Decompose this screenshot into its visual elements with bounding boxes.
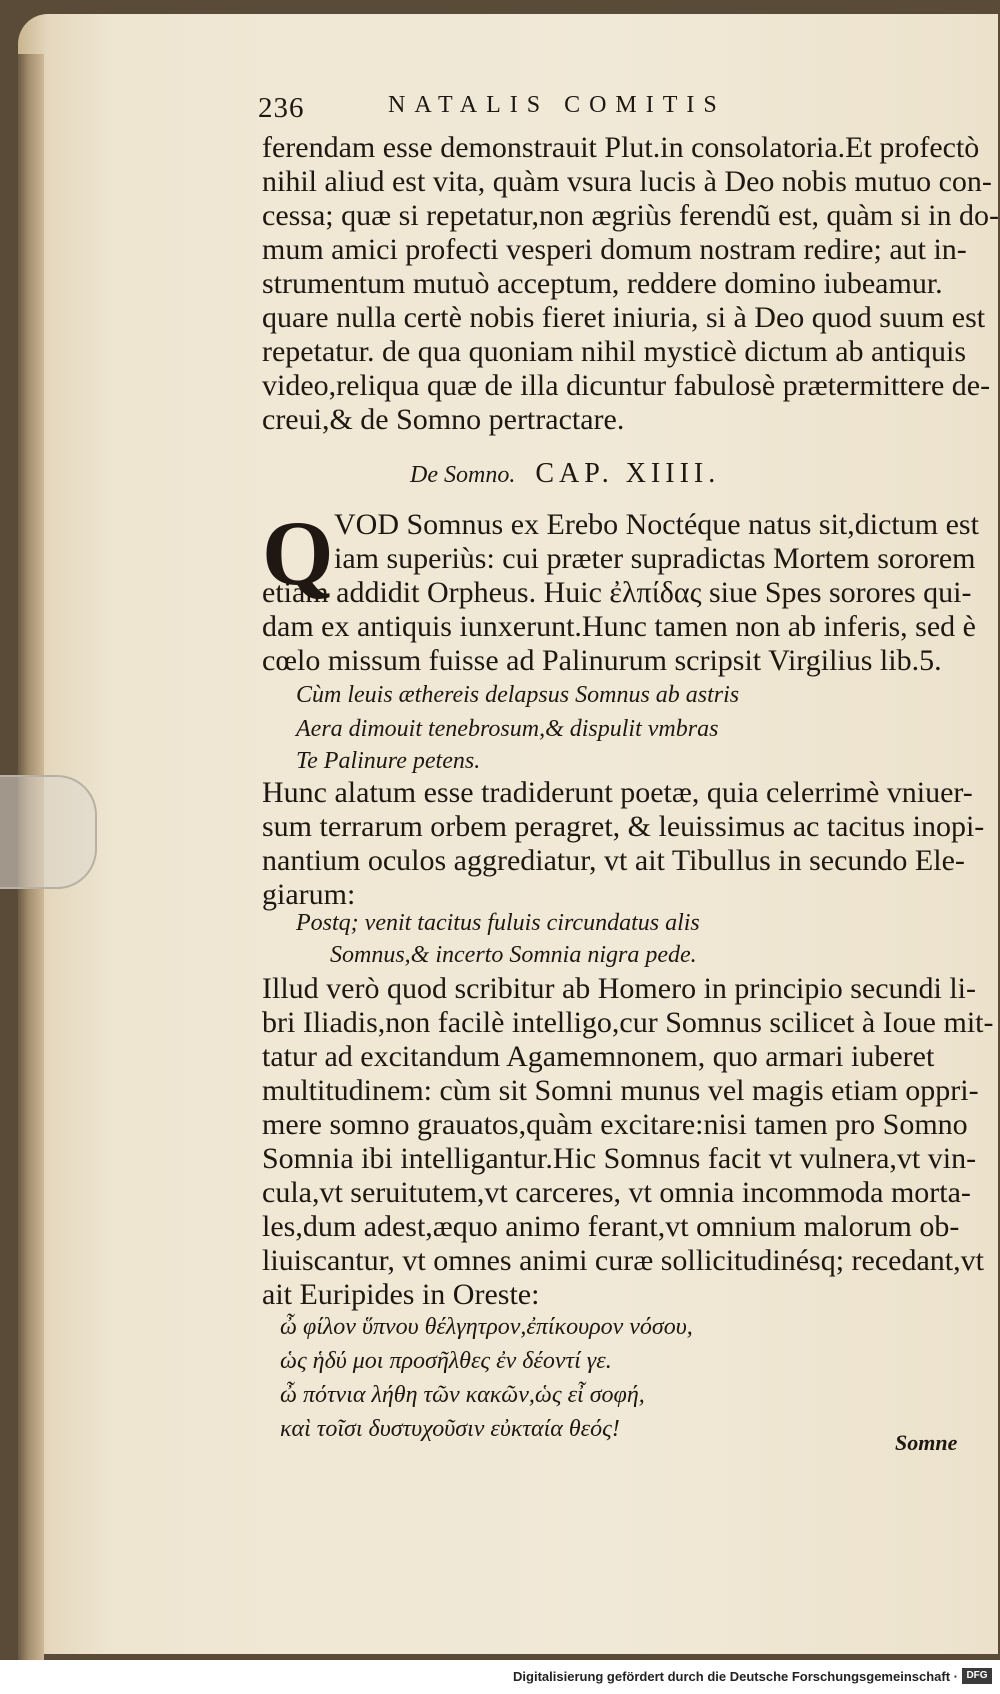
running-title: NATALIS COMITIS bbox=[388, 92, 726, 118]
text-line: repetatur. de qua quoniam nihil mysticè dictum ab antiquis bbox=[262, 335, 967, 368]
text-line: tatur ad excitandum Agamemnonem, quo armari iuberet bbox=[262, 1040, 935, 1073]
text-line: liuiscantur, vt omnes animi curæ sollicitudinésq; recedant,vt bbox=[262, 1244, 984, 1277]
text-line: ait Euripides in Oreste: bbox=[262, 1278, 540, 1311]
text-line: mere somno grauatos,quàm excitare:nisi tamen pro Somno bbox=[262, 1108, 968, 1141]
text-line: VOD Somnus ex Erebo Noctéque natus sit,dictum est bbox=[334, 508, 979, 541]
greek-verse-line: ὦ πότνια λήθη τῶν κακῶν,ὡς εἶ σοφή, bbox=[280, 1382, 645, 1408]
verse-line: Somnus,& incerto Somnia nigra pede. bbox=[330, 942, 697, 968]
dfg-logo: DFG bbox=[962, 1668, 992, 1684]
text-line: Hunc alatum esse tradiderunt poetæ, quia celerrimè vniuer- bbox=[262, 776, 973, 809]
chapter-number: CAP. XIIII. bbox=[535, 458, 721, 489]
text-line: cœlo missum fuisse ad Palinurum scripsit Virgilius lib.5. bbox=[262, 644, 942, 677]
text-line: Somnia ibi intelligantur.Hic Somnus facit vt vulnera,vt vin- bbox=[262, 1142, 977, 1175]
text-line: mum amici profecti vesperi domum nostram redire; aut in- bbox=[262, 233, 967, 266]
text-line: nihil aliud est vita, quàm vsura lucis à Deo nobis mutuo con- bbox=[262, 165, 992, 198]
text-line: cula,vt seruitutem,vt carceres, vt omnia incommoda morta- bbox=[262, 1176, 971, 1209]
greek-verse-line: ὦ φίλον ὕπνου θέλγητρον,ἐπίκουρον νόσου, bbox=[280, 1314, 693, 1340]
page-number: 236 bbox=[258, 92, 305, 124]
drop-cap: Q bbox=[262, 502, 334, 604]
text-line: giarum: bbox=[262, 878, 356, 911]
text-line: cessa; quæ si repetatur,non ægriùs ferendũ est, quàm si in do- bbox=[262, 199, 999, 232]
greek-verse-line: καὶ τοῖσι δυστυχοῦσιν εὐκταία θεός! bbox=[280, 1416, 620, 1442]
verse-line: Te Palinure petens. bbox=[296, 748, 481, 774]
text-line: sum terrarum orbem peragret, & leuissimus ac tacitus inopi- bbox=[262, 810, 985, 843]
verse-line: Cùm leuis æthereis delapsus Somnus ab astris bbox=[296, 682, 740, 708]
verse-line: Postq; venit tacitus fuluis circundatus alis bbox=[296, 910, 700, 936]
text-line: etiam addidit Orpheus. Huic ἐλπίδας siue Spes sorores qui- bbox=[262, 576, 972, 609]
text-line: bri Iliadis,non facilè intelligo,cur Somnus scilicet à Ioue mit- bbox=[262, 1006, 994, 1039]
text-line: quare nulla certè nobis fieret iniuria, si à Deo quod suum est bbox=[262, 301, 986, 334]
text-line: nantium oculos aggrediatur, vt ait Tibullus in secundo Ele- bbox=[262, 844, 965, 877]
text-line: les,dum adest,æquo animo ferant,vt omnium malorum ob- bbox=[262, 1210, 960, 1243]
text-line: creui,& de Somno pertractare. bbox=[262, 403, 625, 436]
text-line: multitudinem: cùm sit Somni munus vel magis etiam oppri- bbox=[262, 1074, 979, 1107]
greek-verse-line: ὡς ἡδύ μοι προσῆλθες ἐν δέοντί γε. bbox=[280, 1348, 612, 1374]
funding-credit: Digitalisierung gefördert durch die Deutsche Forschungsgemeinschaft · bbox=[513, 1669, 958, 1684]
text-line: ferendam esse demonstrauit Plut.in consolatoria.Et profectò bbox=[262, 131, 980, 164]
text-line: video,reliqua quæ de illa dicuntur fabulosè prætermittere de- bbox=[262, 369, 991, 402]
text-line: iam superiùs: cui præter supradictas Mortem sororem bbox=[334, 542, 976, 575]
text-line: strumentum mutuò acceptum, reddere domino iubeamur. bbox=[262, 267, 943, 300]
page-clip bbox=[0, 775, 97, 889]
digitization-footer bbox=[0, 1660, 1000, 1694]
verse-line: Aera dimouit tenebrosum,& dispulit vmbras bbox=[296, 716, 719, 742]
page-header bbox=[258, 92, 868, 128]
chapter-heading bbox=[410, 458, 720, 490]
text-line: Illud verò quod scribitur ab Homero in principio secundi li- bbox=[262, 972, 977, 1005]
catchword: Somne bbox=[895, 1430, 958, 1455]
chapter-subject: De Somno. bbox=[410, 462, 516, 488]
text-line: dam ex antiquis iunxerunt.Hunc tamen non ab inferis, sed è bbox=[262, 610, 976, 643]
